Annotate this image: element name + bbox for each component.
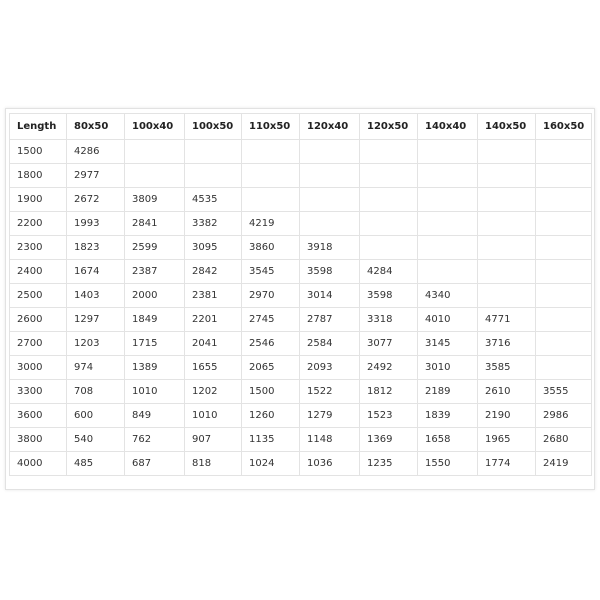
- table-row: [10, 236, 592, 260]
- value-cell: 1148: [300, 428, 360, 452]
- value-cell: 762: [125, 428, 185, 452]
- length-cell: 2200: [10, 212, 67, 236]
- value-cell: 485: [67, 452, 125, 476]
- value-cell: 2201: [185, 308, 242, 332]
- value-cell: 1522: [300, 380, 360, 404]
- value-cell: [242, 164, 300, 188]
- table-row: [10, 284, 592, 308]
- value-cell: 2842: [185, 260, 242, 284]
- value-cell: 1202: [185, 380, 242, 404]
- length-cell: 1800: [10, 164, 67, 188]
- value-cell: 2977: [67, 164, 125, 188]
- value-cell: 1965: [478, 428, 536, 452]
- value-cell: 687: [125, 452, 185, 476]
- value-cell: 1523: [360, 404, 418, 428]
- value-cell: [536, 188, 592, 212]
- value-cell: 2680: [536, 428, 592, 452]
- table-body: [10, 140, 592, 476]
- value-cell: [536, 308, 592, 332]
- value-cell: [536, 140, 592, 164]
- value-cell: [478, 140, 536, 164]
- value-cell: [125, 140, 185, 164]
- value-cell: 1500: [242, 380, 300, 404]
- value-cell: 907: [185, 428, 242, 452]
- table-row: [10, 212, 592, 236]
- table-row: [10, 260, 592, 284]
- column-header-length: Length: [10, 114, 67, 140]
- value-cell: 3382: [185, 212, 242, 236]
- column-header-size: 100x50: [185, 114, 242, 140]
- length-cell: 3600: [10, 404, 67, 428]
- length-cell: 2300: [10, 236, 67, 260]
- value-cell: 2387: [125, 260, 185, 284]
- value-cell: [360, 140, 418, 164]
- value-cell: [478, 164, 536, 188]
- value-cell: 1135: [242, 428, 300, 452]
- value-cell: 2492: [360, 356, 418, 380]
- length-cell: 1900: [10, 188, 67, 212]
- value-cell: [242, 188, 300, 212]
- value-cell: 1849: [125, 308, 185, 332]
- value-cell: 4219: [242, 212, 300, 236]
- value-cell: [418, 140, 478, 164]
- value-cell: [418, 260, 478, 284]
- value-cell: [536, 356, 592, 380]
- length-cell: 4000: [10, 452, 67, 476]
- value-cell: [185, 164, 242, 188]
- value-cell: 4010: [418, 308, 478, 332]
- value-cell: 3555: [536, 380, 592, 404]
- table-row: [10, 188, 592, 212]
- value-cell: 3716: [478, 332, 536, 356]
- value-cell: 974: [67, 356, 125, 380]
- column-header-size: 120x40: [300, 114, 360, 140]
- value-cell: 3860: [242, 236, 300, 260]
- value-cell: 2672: [67, 188, 125, 212]
- column-header-size: 100x40: [125, 114, 185, 140]
- value-cell: [536, 236, 592, 260]
- table-row: [10, 428, 592, 452]
- length-cell: 2400: [10, 260, 67, 284]
- length-cell: 3800: [10, 428, 67, 452]
- table-row: [10, 308, 592, 332]
- value-cell: [300, 164, 360, 188]
- value-cell: [478, 236, 536, 260]
- value-cell: 3598: [300, 260, 360, 284]
- value-cell: 2381: [185, 284, 242, 308]
- value-cell: 1036: [300, 452, 360, 476]
- value-cell: 1024: [242, 452, 300, 476]
- value-cell: 1774: [478, 452, 536, 476]
- value-cell: 3585: [478, 356, 536, 380]
- table-row: [10, 404, 592, 428]
- value-cell: 3318: [360, 308, 418, 332]
- value-cell: 1839: [418, 404, 478, 428]
- value-cell: [478, 188, 536, 212]
- table-row: [10, 380, 592, 404]
- value-cell: [300, 140, 360, 164]
- value-cell: [360, 236, 418, 260]
- value-cell: 1010: [185, 404, 242, 428]
- value-cell: 2841: [125, 212, 185, 236]
- value-cell: [300, 188, 360, 212]
- value-cell: [478, 212, 536, 236]
- value-cell: [536, 164, 592, 188]
- value-cell: [536, 332, 592, 356]
- value-cell: 1715: [125, 332, 185, 356]
- column-header-size: 120x50: [360, 114, 418, 140]
- length-cell: 3000: [10, 356, 67, 380]
- value-cell: 2986: [536, 404, 592, 428]
- value-cell: 1389: [125, 356, 185, 380]
- value-cell: 3095: [185, 236, 242, 260]
- value-cell: [536, 260, 592, 284]
- value-cell: 3598: [360, 284, 418, 308]
- value-cell: 3010: [418, 356, 478, 380]
- table-row: [10, 140, 592, 164]
- value-cell: [418, 164, 478, 188]
- value-cell: 2599: [125, 236, 185, 260]
- value-cell: 2093: [300, 356, 360, 380]
- value-cell: [360, 188, 418, 212]
- value-cell: [418, 188, 478, 212]
- value-cell: 1658: [418, 428, 478, 452]
- value-cell: 3809: [125, 188, 185, 212]
- value-cell: 2000: [125, 284, 185, 308]
- value-cell: 2546: [242, 332, 300, 356]
- table-row: [10, 164, 592, 188]
- value-cell: 3918: [300, 236, 360, 260]
- value-cell: 1260: [242, 404, 300, 428]
- length-cell: 3300: [10, 380, 67, 404]
- value-cell: 1010: [125, 380, 185, 404]
- value-cell: [300, 212, 360, 236]
- value-cell: [242, 140, 300, 164]
- value-cell: 2189: [418, 380, 478, 404]
- value-cell: 4771: [478, 308, 536, 332]
- value-cell: 4535: [185, 188, 242, 212]
- value-cell: 1812: [360, 380, 418, 404]
- value-cell: 849: [125, 404, 185, 428]
- value-cell: 2419: [536, 452, 592, 476]
- value-cell: [478, 284, 536, 308]
- column-header-size: 110x50: [242, 114, 300, 140]
- value-cell: 3077: [360, 332, 418, 356]
- value-cell: [360, 164, 418, 188]
- value-cell: 1203: [67, 332, 125, 356]
- value-cell: [536, 284, 592, 308]
- column-header-size: 140x50: [478, 114, 536, 140]
- value-cell: 1235: [360, 452, 418, 476]
- header-row: [10, 114, 592, 140]
- value-cell: 1369: [360, 428, 418, 452]
- value-cell: 3545: [242, 260, 300, 284]
- table-row: [10, 452, 592, 476]
- value-cell: 3145: [418, 332, 478, 356]
- table-container: [5, 108, 595, 490]
- value-cell: [418, 212, 478, 236]
- value-cell: 600: [67, 404, 125, 428]
- value-cell: 4286: [67, 140, 125, 164]
- table-header: [10, 114, 592, 140]
- column-header-size: 80x50: [67, 114, 125, 140]
- value-cell: 2970: [242, 284, 300, 308]
- value-cell: 2065: [242, 356, 300, 380]
- table-row: [10, 332, 592, 356]
- value-cell: 1823: [67, 236, 125, 260]
- value-cell: [125, 164, 185, 188]
- value-cell: [418, 236, 478, 260]
- table-row: [10, 356, 592, 380]
- column-header-size: 160x50: [536, 114, 592, 140]
- value-cell: 1550: [418, 452, 478, 476]
- value-cell: 4284: [360, 260, 418, 284]
- length-cell: 2500: [10, 284, 67, 308]
- value-cell: [478, 260, 536, 284]
- value-cell: 1279: [300, 404, 360, 428]
- length-cell: 2600: [10, 308, 67, 332]
- value-cell: [536, 212, 592, 236]
- length-cell: 1500: [10, 140, 67, 164]
- value-cell: 1993: [67, 212, 125, 236]
- value-cell: 2190: [478, 404, 536, 428]
- value-cell: 708: [67, 380, 125, 404]
- value-cell: [185, 140, 242, 164]
- value-cell: 2745: [242, 308, 300, 332]
- column-header-size: 140x40: [418, 114, 478, 140]
- value-cell: 540: [67, 428, 125, 452]
- value-cell: 2787: [300, 308, 360, 332]
- value-cell: [360, 212, 418, 236]
- value-cell: 1297: [67, 308, 125, 332]
- value-cell: 1655: [185, 356, 242, 380]
- value-cell: 1674: [67, 260, 125, 284]
- value-cell: 1403: [67, 284, 125, 308]
- value-cell: 2041: [185, 332, 242, 356]
- value-cell: 2584: [300, 332, 360, 356]
- value-cell: 4340: [418, 284, 478, 308]
- value-cell: 818: [185, 452, 242, 476]
- length-size-table: [9, 113, 592, 476]
- length-cell: 2700: [10, 332, 67, 356]
- value-cell: 3014: [300, 284, 360, 308]
- value-cell: 2610: [478, 380, 536, 404]
